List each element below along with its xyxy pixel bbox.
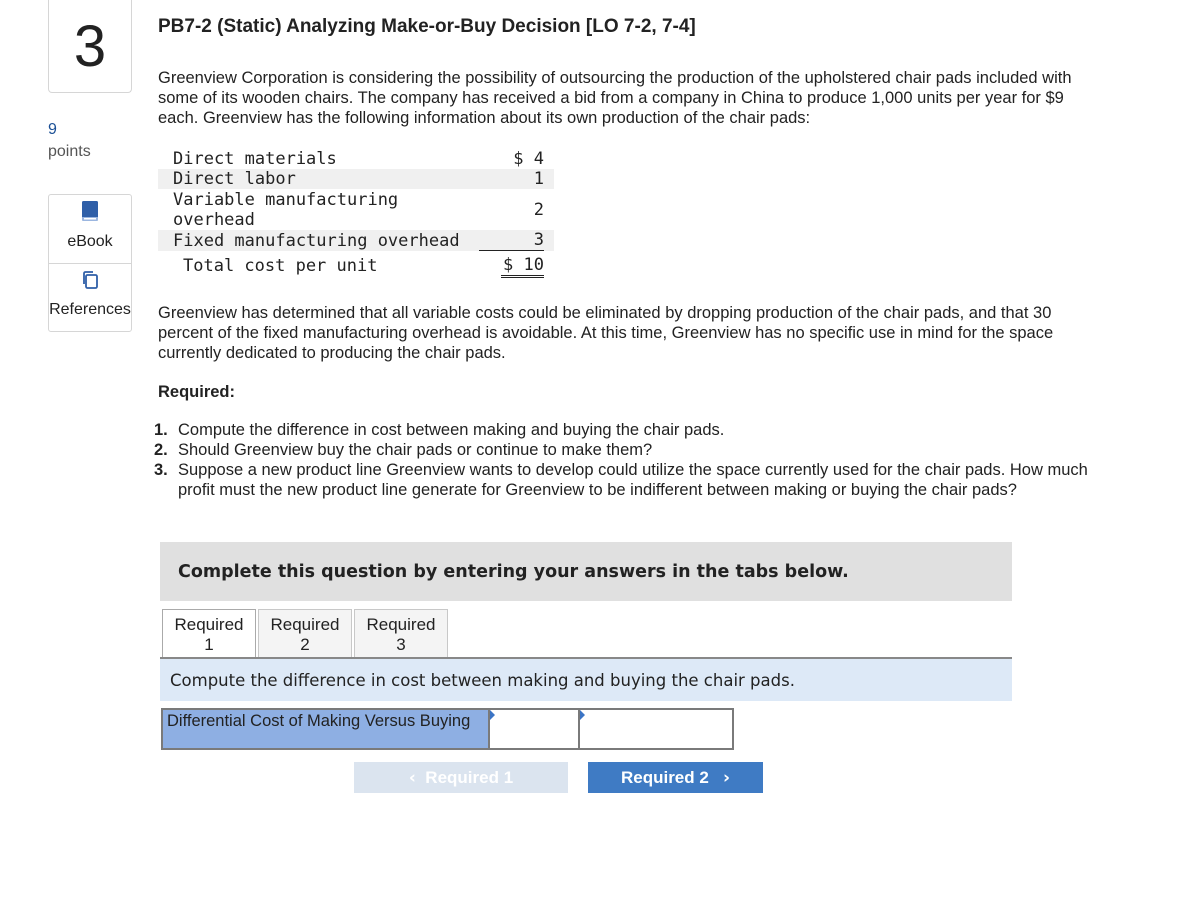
problem-followup: Greenview has determined that all variable costs could be eliminated by dropping production of the chair pads, and that 30 percent of the fixed manufacturing overhead is avoidable. At this time, Greenview has no specific use in mind for the space currently dedicated to producing the chair pads. [158,304,1054,362]
tab-required-1[interactable]: Required 1 [162,609,256,658]
cost-value: $ 4 [513,149,544,169]
cost-row-fixed-overhead [158,230,554,251]
points-label: points [48,143,91,160]
cost-label: Direct materials [173,149,337,169]
chevron-right-icon: › [723,767,731,788]
prev-required-button[interactable]: ‹ Required 1 [354,762,568,793]
answer-cell-1 [490,710,580,748]
tab-instruction: Compute the difference in cost between making and buying the chair pads. [160,659,1012,701]
cost-value: 3 [479,230,544,251]
list-item: 2. Should Greenview buy the chair pads or continue to make them? [154,441,653,459]
tab-required-2[interactable]: Required 2 [258,609,352,658]
problem-intro: Greenview Corporation is considering the possibility of outsourcing the production of the upholstered chair pads included with some of its wooden chairs. The company has received a bid from a company in China to produce 1,000 units per year for $9 each. Greenview has the following information about its own production of the chair pads: [158,69,1072,127]
cost-row-direct-materials [158,149,554,169]
cost-value: 1 [533,169,544,189]
question-number: 3 [48,0,132,93]
copy-pages-icon [81,270,99,295]
resource-panel [48,194,132,332]
cell-marker-icon [580,710,585,720]
ebook-label: eBook [67,233,113,250]
cell-marker-icon [490,710,495,720]
ebook-button[interactable] [49,195,131,263]
references-button[interactable] [49,263,131,331]
cost-label: Variable manufacturing overhead [173,189,399,230]
required-heading: Required: [158,383,236,401]
required-tabs [162,609,448,658]
cost-label: Total cost per unit [183,256,378,276]
instructions-banner: Complete this question by entering your answers in the tabs below. [160,542,1012,601]
next-required-button[interactable]: Required 2 › [588,762,763,793]
cost-row-total [158,253,554,279]
cost-value: $ 10 [501,255,544,278]
cost-row-variable-overhead [158,189,554,230]
chevron-left-icon: ‹ [408,767,416,788]
cost-label: Direct labor [173,169,296,189]
answer-row-label: Differential Cost of Making Versus Buying [163,710,490,748]
differential-cost-input-2[interactable] [580,710,732,748]
answer-cell-2 [580,710,732,748]
points-value: 9 [48,121,57,138]
cost-row-direct-labor [158,169,554,189]
tab-required-3[interactable]: Required 3 [354,609,448,658]
differential-cost-input-1[interactable] [490,710,580,748]
problem-title: PB7-2 (Static) Analyzing Make-or-Buy Decision [LO 7-2, 7-4] [158,16,696,37]
references-label: References [49,301,131,318]
book-icon [80,200,100,227]
answer-row [161,708,734,750]
list-item: 1. Compute the difference in cost between making and buying the chair pads. [154,421,725,439]
required-list [154,420,1098,500]
cost-value: 2 [533,199,544,220]
list-item: 3. Suppose a new product line Greenview wants to develop could utilize the space currently used for the chair pads. How much profit must the new product line generate for Greenview to be indifferent between making or buying the chair pads? [154,461,1088,499]
cost-label: Fixed manufacturing overhead [173,230,460,251]
